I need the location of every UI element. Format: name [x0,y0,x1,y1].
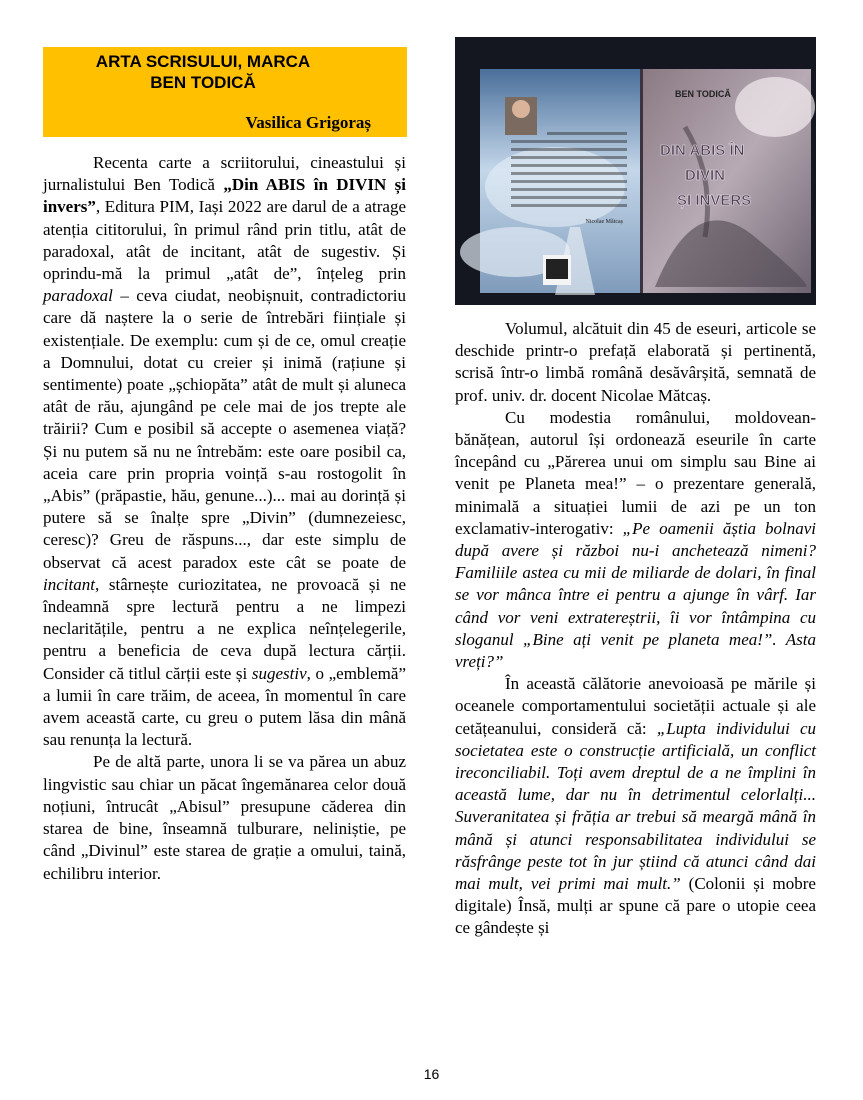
svg-text:DIN ABIS ÎN DIVIN: DIN ABIS ÎN DIVIN ȘI INVERS [660,142,752,209]
book-cover-illustration [455,37,816,305]
book-cover-photo [455,37,816,305]
title-banner [43,47,407,137]
article-title: ARTA SCRISULUI, MARCA BEN TODICĂ [95,52,311,92]
svg-text:BEN TODICĂ: BEN TODICĂ [675,89,731,99]
left-column [43,152,406,885]
page-number: 16 [423,1066,440,1082]
paragraph: În această călătorie anevoioasă pe mările și oceanele comportamentului societății actuale și ale cetățeanului, consideră că: „Lupta individului cu societatea este o construcție artificială, un conflict ireconciliabil. Toți avem dreptul de a ne împlini în această lume, dar nu în detrimentul celorlalți... Suveranitatea și frăția ar trebui să meargă mână în mână și atunci responsabilitatea individului se răsfrânge peste tot în jur știind că atunci când dai mai mult, vei primi mai mult.” (Colonii și mobre digitale) Însă, mulți ar spune că pare o utopie ceea ce gândește și [455,674,816,938]
paragraph: Volumul, alcătuit din 45 de eseuri, articole se deschide printr-o prefață elaborată și pertinentă, scrisă într-o limbă română desăvârșită, semnată de prof. univ. dr. docent Nicolae Mătcaș. [455,319,816,405]
paragraph: Pe de altă parte, unora li se va părea un abuz lingvistic sau chiar un păcat îngemănarea celor două noțiuni, întrucât „Abisul” presupune căderea din starea de bine, înseamnă tulburare, neliniștie, pe când „Divinul” este starea de grație a omului, taină, echilibru interior. [43,752,406,883]
svg-text:Nicolae Mătcaș: Nicolae Mătcaș [585,219,623,225]
paragraph: Recenta carte a scriitorului, cineastului și jurnalistului Ben Todică „Din ABIS în DIVIN și invers”, Editura PIM, Iași 2022 are darul de a atrage atenția cititorului, în primul rând prin titlu, atât de paradoxal, atât de incitant, atât de sugestiv. Și oprindu-mă la primul „atât de”, înțeleg prin paradoxal – ceva ciudat, neobișnuit, contradictoriu care dă naștere la o serie de întrebări ființiale și existențiale. De exemplu: cum și de ce, omul creație a Domnului, dotat cu creier și inimă (rațiune și sentimente) poate „șchiopăta” atât de mult și aluneca atât de rău, ajungând pe cele mai de jos trepte ale trăirii? Cum e posibil să accepte o asemenea viață? Și nu putem să nu ne întrebăm: este oare posibil ca, aceia care prin propria voință s-au rostogolit în „Abis” (prăpastie, hău, genune...)... mai au dorință și putere să se înalțe spre „Divin” (dumnezeiesc, ceresc)? Greu de răspuns..., dar este simplu de observat că acest paradox este cât se poate de incitant, stârnește curiozitatea, ne provoacă și ne îndeamnă spre lectură pentru a ne limpezi neclaritățile, pentru a ne explica neînțelegerile, pentru a beneficia de ceva după lectura cărții. Consider că titlul cărții este și sugestiv, o „emblemă” a lumii în care trăim, de aceea, în momentul în care avem această carte, cu greu o putem lăsa din mână sau renunța la lectură. [43,153,407,750]
right-column [455,318,816,940]
article-author: Vasilica Grigoraș [245,113,371,132]
paragraph: Cu modestia românului, moldovean-bănățean, autorul își ordonează eseurile în carte începând cu „Părerea unui om simplu sau Bine ai venit pe Planeta mea!” – o prezentare generală, minimală a situației lumii de azi pe un ton exclamativ-interogativ: „Pe oamenii ăștia bolnavi după avere și război nu-i anchetează nimeni? Familiile astea cu mii de miliarde de dolari, în final se vor mânca între ei pentru a ajunge în vârf. Iar când vor veni extratereștrii, îi vor întâmpina cu sloganul „Bine ați venit pe planeta mea!”. Asta vreți?” [455,407,816,672]
